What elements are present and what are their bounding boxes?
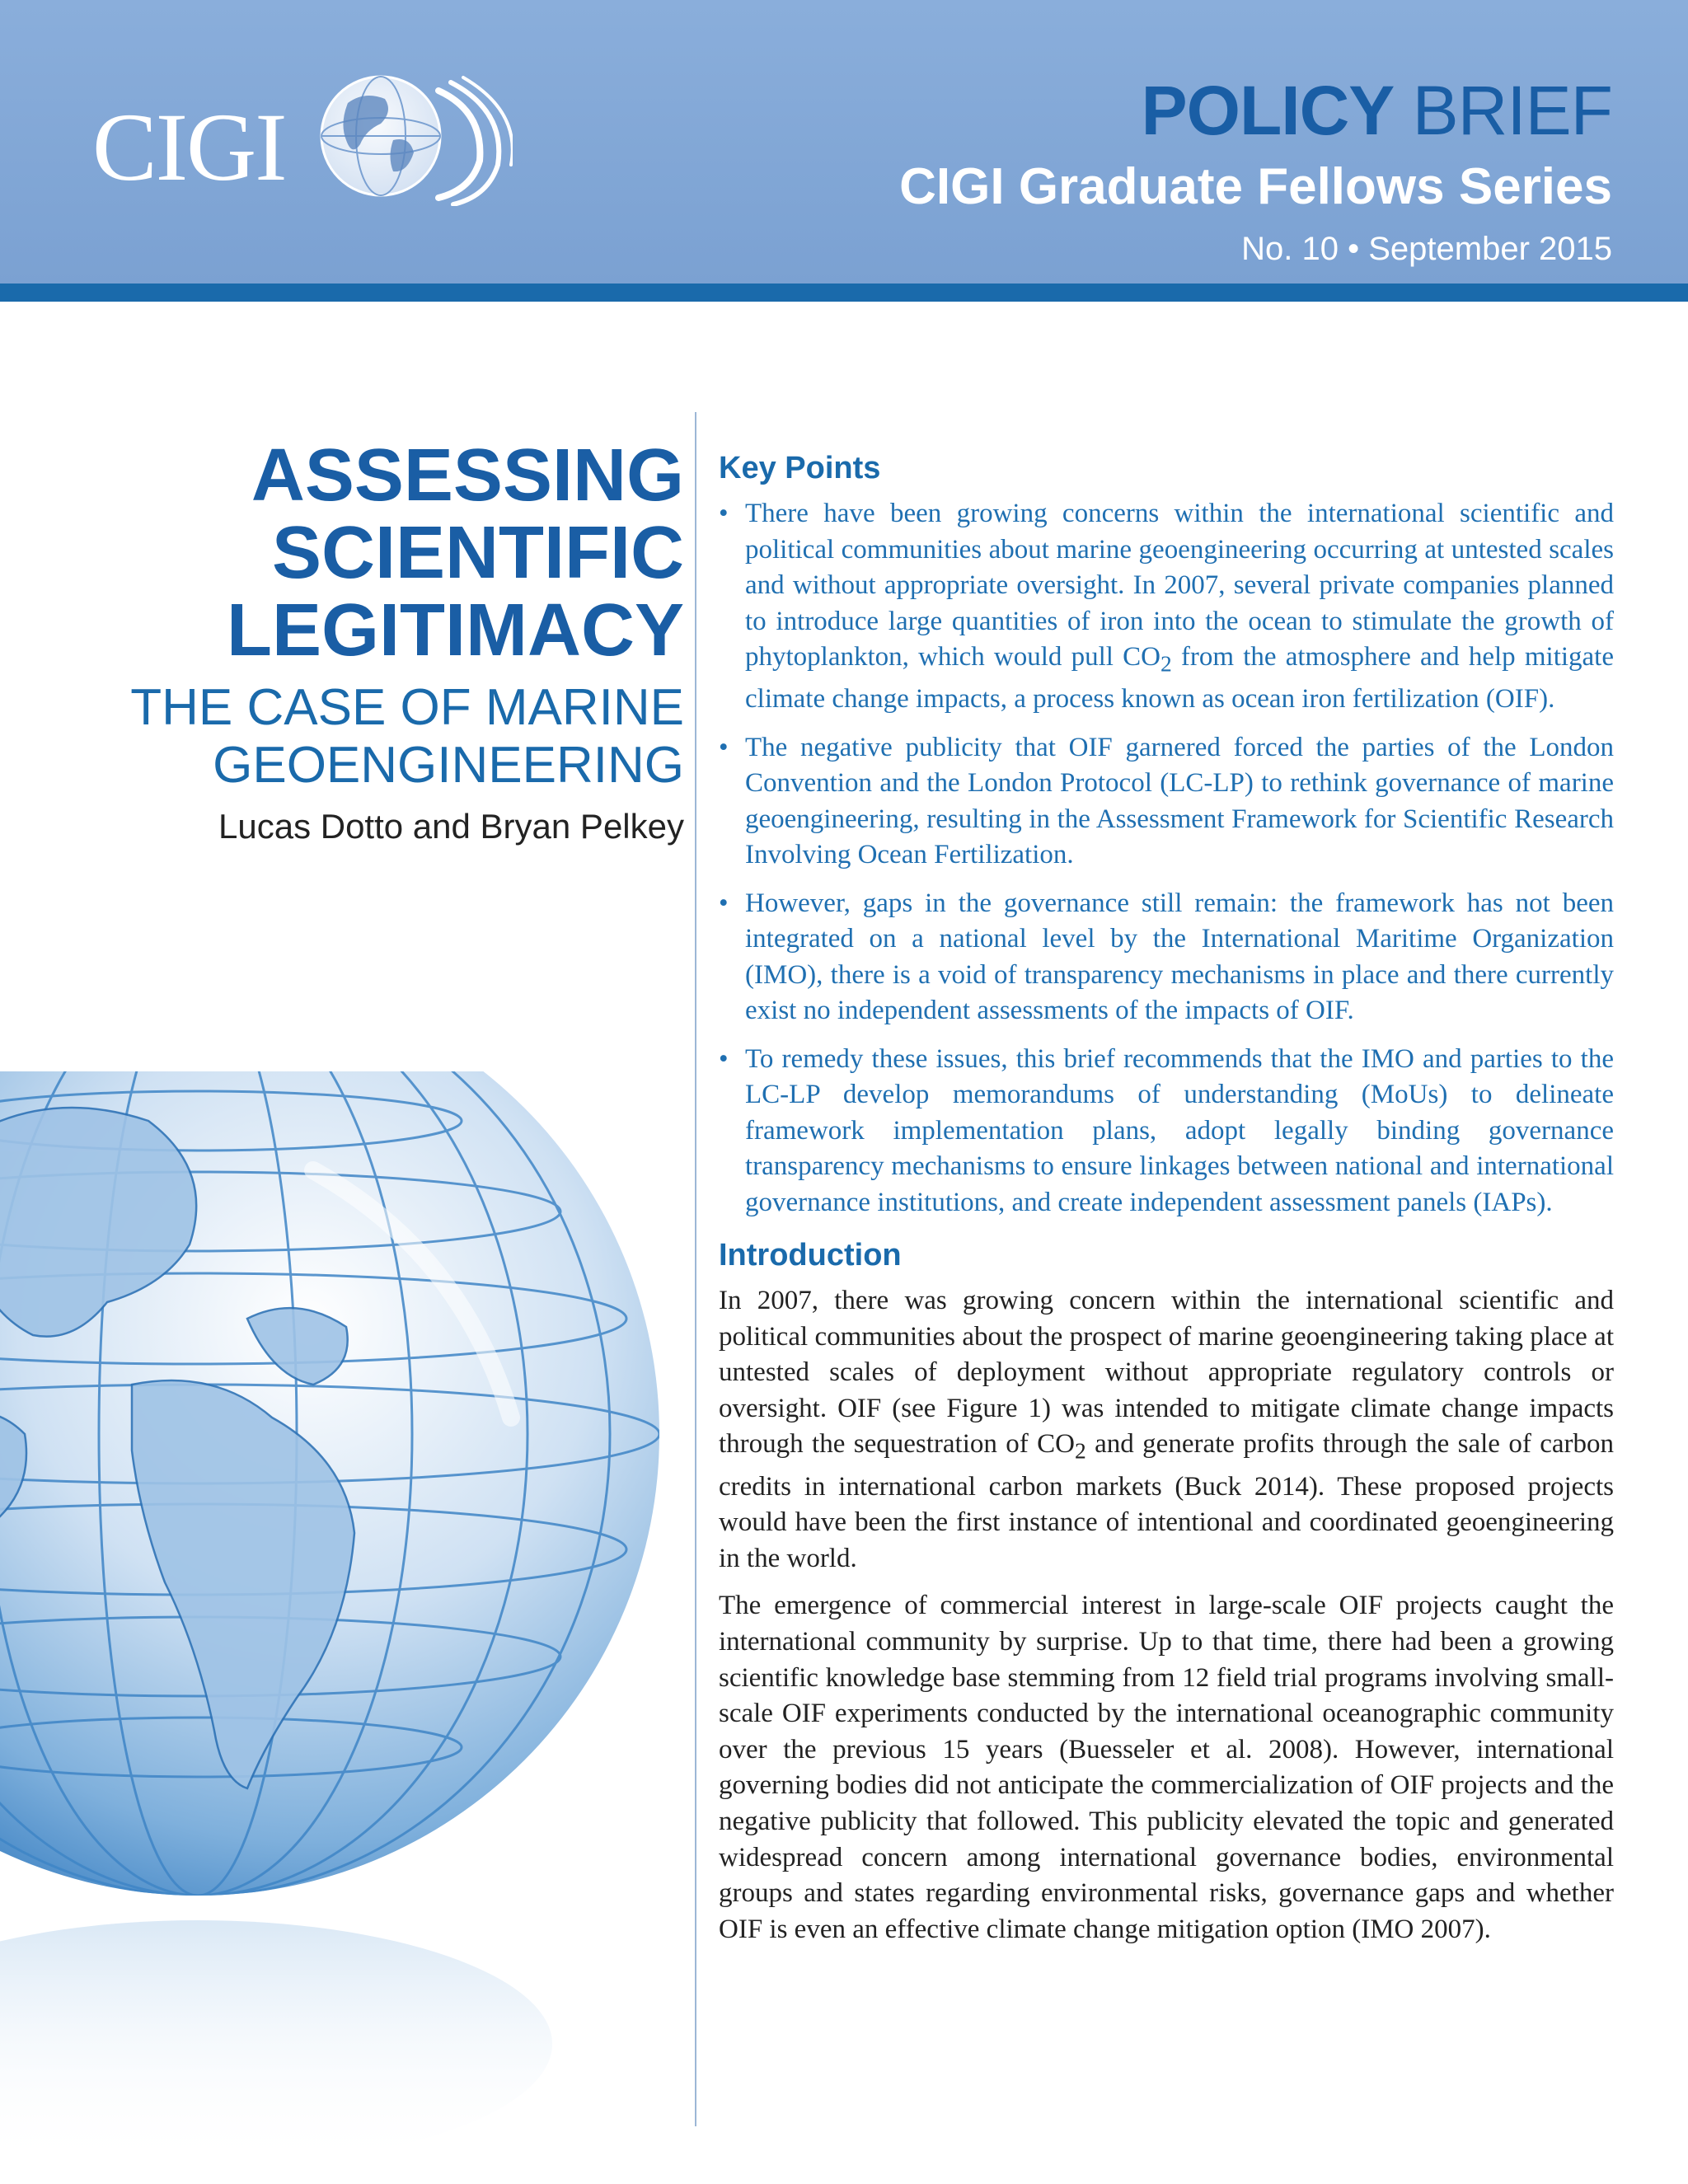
main-title [49, 434, 684, 672]
policy-brief-label [1141, 72, 1612, 149]
subtitle [49, 679, 684, 794]
issue-info: No. 10 • September 2015 [1241, 231, 1612, 267]
list-item [719, 886, 1614, 1029]
title-line: ASSESSING [251, 434, 684, 517]
key-points-heading: Key Points [719, 451, 881, 485]
item-text: To remedy these issues, this brief recommends that the IMO and parties to the LC-LP develop memorandums of understanding (MoUs) to delineate framework implementation plans, adopt legally binding governance transparency mechanisms to ensure linkages between national and international governance institutions, and create independent assessment panels (IAPs). [745, 1043, 1614, 1217]
kicker-light: BRIEF [1412, 72, 1612, 149]
subscript: 2 [1160, 650, 1172, 677]
kicker-bold: POLICY [1141, 72, 1395, 149]
authors: Lucas Dotto and Bryan Pelkey [218, 807, 684, 846]
list-item [719, 496, 1614, 718]
title-line: LEGITIMACY [227, 589, 684, 672]
globe-illustration [0, 1071, 692, 2184]
series-title: CIGI Graduate Fellows Series [899, 158, 1612, 215]
item-text: However, gaps in the governance still remain: the framework has not been integrated on a national level by the International Maritime Organization (IMO), there is a void of transparency mechanisms in place and there currently exist no independent assessments of the impacts of OIF. [745, 888, 1614, 1026]
content-column [719, 450, 1614, 1959]
body-paragraph [719, 1588, 1614, 1947]
bullet-icon: • [719, 1043, 729, 1074]
key-points-list [719, 496, 1614, 1221]
para-text: In 2007, there was growing concern within the international scientific and political communities about the prospect of marine geoengineering taking place at untested scales of deployment without appropriate regulatory controls or oversight. OIF (see Figure 1) was intended to mitigate climate change impacts through the sequestration of CO [719, 1286, 1614, 1460]
body-paragraph [719, 1283, 1614, 1577]
header-rule [0, 284, 1688, 302]
bullet-icon: • [719, 888, 729, 918]
globe-icon [315, 66, 513, 206]
subtitle-line: GEOENGINEERING [213, 737, 684, 794]
subtitle-line: THE CASE OF MARINE [130, 679, 684, 736]
list-item [719, 730, 1614, 874]
item-text: There have been growing concerns within the international scientific and political communities about marine geoengineering occurring at untested scales and without appropriate oversight. In 2007, several private companies planned to introduce large quantities of iron into the ocean to stimulate the growth of phytoplankton, which would pull CO [745, 499, 1614, 672]
bullet-icon: • [719, 732, 729, 762]
column-divider [695, 412, 696, 2126]
item-text-cont: from the atmosphere and help mitigate climate change impacts, a process known as ocean iron fertilization (OIF). [745, 642, 1614, 715]
logo-text: CIGI [92, 93, 286, 201]
para-text: The emergence of commercial interest in large-scale OIF projects caught the international community by surprise. Up to that time, there had been a growing scientific knowledge base stemming from 12 field trial programs involving small-scale OIF experiments conducted by the international oceanographic community over the previous 15 years (Buesseler et al. 2008). However, international governing bodies did not anticipate the commercialization of OIF projects and the negative publicity that followed. This publicity elevated the topic and generated widespread concern among international governance bodies, environmental groups and states regarding environmental risks, governance gaps and whether OIF is even an effective climate change mitigation option (IMO 2007). [719, 1591, 1614, 1944]
bullet-icon: • [719, 499, 729, 528]
subscript: 2 [1075, 1438, 1086, 1465]
header-band [0, 0, 1688, 284]
introduction-heading: Introduction [719, 1238, 902, 1273]
item-text: The negative publicity that OIF garnered forced the parties of the London Convention and the London Protocol (LC-LP) to rethink governance of marine geoengineering, resulting in the Assessment Framework for Scientific Research Involving Ocean Fertilization. [745, 732, 1614, 870]
list-item [719, 1042, 1614, 1221]
title-block [49, 434, 684, 847]
para-text-cont: and generate profits through the sale of carbon credits in international carbon markets (Buck 2014). These proposed projects would have been the first instance of intentional and coordinated geoengineering in the world. [719, 1429, 1614, 1573]
cigi-logo [92, 66, 521, 206]
title-line: SCIENTIFIC [271, 512, 684, 594]
